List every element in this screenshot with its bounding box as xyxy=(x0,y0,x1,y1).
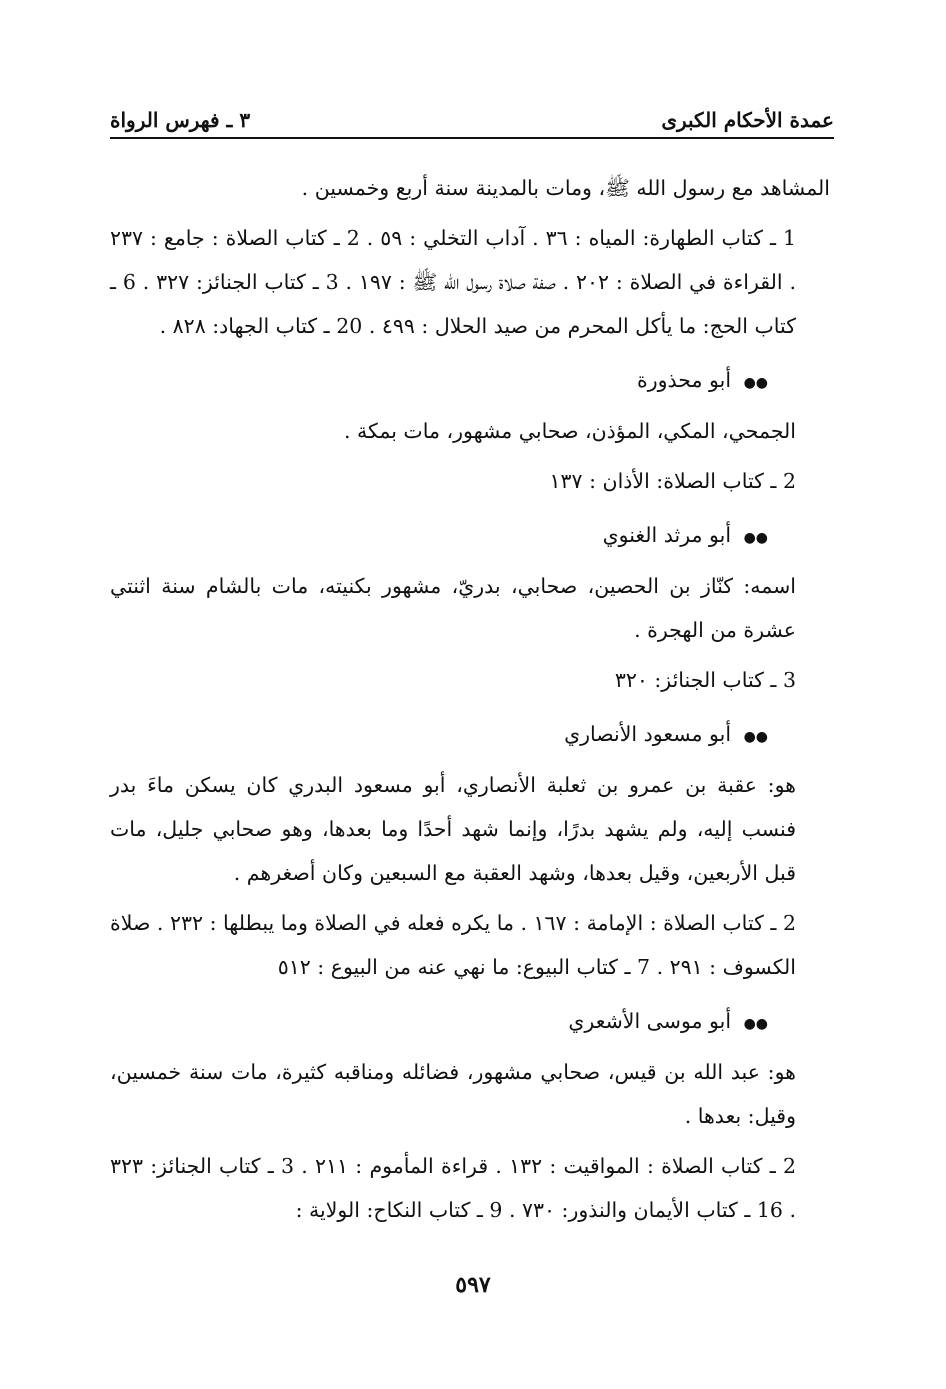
narrator-name-text: أبو مسعود الأنصاري xyxy=(564,722,732,746)
section-title: ٣ ـ فهرس الرواة xyxy=(110,108,251,132)
reference-line: 1 ـ كتاب الطهارة: المياه : ٣٦ . آداب التخلي : ٥٩ . 2 ـ كتاب الصلاة : xyxy=(211,226,796,250)
narrator-name-text: أبو مرثد الغنوي xyxy=(602,523,732,547)
references-paragraph xyxy=(110,658,830,702)
narrator-name xyxy=(110,513,830,560)
narrator-entry xyxy=(110,358,830,503)
narrator-name xyxy=(110,712,830,759)
narrator-name-text: أبو موسى الأشعري xyxy=(568,1009,732,1033)
book-title: عمدة الأحكام الكبرى xyxy=(661,108,834,132)
running-header xyxy=(110,92,834,132)
references-paragraph xyxy=(110,459,830,503)
references-paragraph xyxy=(110,1144,830,1232)
biography-paragraph: المشاهد مع رسول الله ﷺ، ومات بالمدينة سنة أربع وخمسين . xyxy=(301,176,830,200)
bullet-icon: ●● xyxy=(743,729,768,745)
narrator-entry xyxy=(110,999,830,1232)
references-paragraph xyxy=(110,216,830,348)
narrator-entry xyxy=(110,712,830,989)
narrator-entry xyxy=(110,513,830,702)
bullet-icon: ●● xyxy=(743,530,768,546)
reference-line: الجنائز: ٣٢٣ . 16 ـ كتاب الأيمان والنذور: ٧٣٠ . 9 ـ كتاب النكاح: الولاية : xyxy=(110,1154,796,1222)
narrator-name-text: أبو محذورة xyxy=(637,368,732,392)
reference-line: 2 ـ كتاب الصلاة : المواقيت : ١٣٢ . قراءة المأموم : ٢١١ . 3 ـ كتاب xyxy=(219,1154,796,1178)
biography-paragraph: هو: عقبة بن عمرو بن ثعلبة الأنصاري، أبو مسعود البدري كان يسكن ماءَ بدر فنسب إليه، ولم يشهد بدرًا، وإنما شهد أحدًا وما بعدها، وهو صحابي جليل، مات قبل الأربعين، وقيل بعدها، وشهد العقبة مع السبعين وكان أصغرهم . xyxy=(110,773,796,885)
narrator-name xyxy=(110,358,830,405)
narrator-entry xyxy=(110,166,830,348)
biography-paragraph: هو: عبد الله بن قيس، صحابي مشهور، فضائله ومناقبه كثيرة، مات سنة خمسين، وقيل: بعدها . xyxy=(110,1060,796,1128)
reference-line: 20 ـ كتاب الجهاد: ٨٢٨ . xyxy=(159,314,363,338)
page-number: ٥٩٧ xyxy=(455,1272,491,1298)
reference-line: 2 ـ كتاب الصلاة : الإمامة : ١٦٧ . ما يكره فعله في الصلاة وما يبطلها : xyxy=(209,911,796,935)
bullet-icon: ●● xyxy=(743,1016,768,1032)
reference-line: 2 ـ كتاب الصلاة: الأذان : ١٣٧ xyxy=(549,469,796,493)
narrator-name xyxy=(110,999,830,1046)
reference-line: جامع : ٢٣٧ . القراءة في الصلاة : ٢٠٢ . صفة صلاة رسول الله ﷺ : ١٩٧ . 3 xyxy=(110,226,796,294)
references-paragraph xyxy=(110,901,830,989)
reference-line: 3 ـ كتاب الجنائز: ٣٢٠ xyxy=(614,668,796,692)
biography-paragraph: الجمحي، المكي، المؤذن، صحابي مشهور، مات بمكة . xyxy=(344,419,796,443)
reference-line: ـ كتاب الجنائز: ٣٢٧ . 6 ـ كتاب الحج: ما يأكل المحرم من صيد الحلال : ٤٩٩ . xyxy=(110,270,796,338)
header-divider xyxy=(110,137,834,139)
bullet-icon: ●● xyxy=(743,375,768,391)
biography-paragraph: اسمه: كنّاز بن الحصين، صحابي، بدريّ، مشهور بكنيته، مات بالشام سنة اثنتي عشرة من الهجرة . xyxy=(110,574,796,642)
page-body xyxy=(110,166,830,1242)
reference-line: ٢٣٢ . صلاة الكسوف : ٢٩١ . 7 ـ كتاب البيوع: ما نهي عنه من البيوع : ٥١٢ xyxy=(110,911,796,979)
